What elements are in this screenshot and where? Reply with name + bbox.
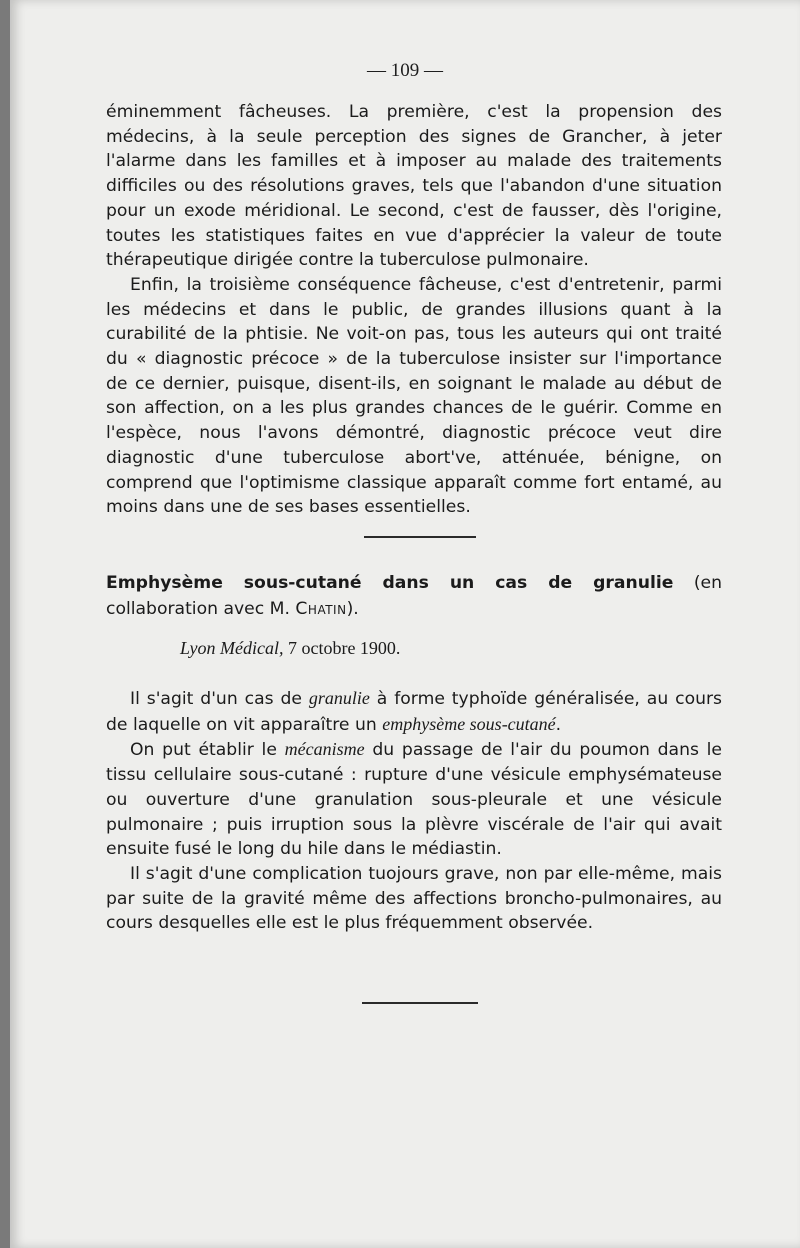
source-journal: Lyon Médical,	[180, 638, 284, 658]
paragraph: Enfin, la troisième conséquence fâcheuse, c'est d'entretenir, parmi les médecins et dans le public, de grandes illusions quant à la curabilité de la phtisie. Ne voit-on pas, tous les auteurs qui ont traité du « diagnostic précoce » de la tuberculose insister sur l'importance de ce dernier, puisque, disent-ils, en soignant le malade au début de son affection, on a les plus grandes chances de le guérir. Comme en l'espèce, nous l'avons démontré, diagnostic précoce veut dire diagnostic d'une tuberculose abort've, atténuée, bénigne, on comprend que l'optimisme classique apparaît comme fort entamé, au moins dans une de ses bases essentielles.	[106, 274, 722, 518]
article-title-end: ).	[346, 599, 359, 619]
book-page	[10, 0, 800, 1248]
emphasis: emphysème sous-cutané	[382, 713, 556, 734]
section-body-1	[106, 100, 722, 520]
paragraph	[106, 737, 722, 862]
emphasis: granulie	[308, 688, 370, 708]
text-run: Il s'agit d'un cas de	[130, 689, 309, 709]
coauthor-name: Chatin	[295, 599, 347, 619]
section-body-2	[106, 686, 722, 936]
paragraph: Il s'agit d'une complication tuojours grave, non par elle-même, mais par suite de la gravité même des affections broncho-pulmonaires, au cours desquelles elle est le plus fréquemment observée.	[106, 863, 722, 934]
section-divider	[362, 1002, 478, 1004]
page-number: — 109 —	[367, 60, 443, 81]
article-source	[180, 638, 400, 659]
paragraph: éminemment fâcheuses. La première, c'est la propension des médecins, à la seule perception des signes de Grancher, à jeter l'alarme dans les familles et à imposer au malade des traitements difficiles ou des résolutions graves, tels que l'abandon d'une situation pour un exode méridional. Le second, c'est de fausser, dès l'origine, toutes les statistiques faites en vue d'apprécier la valeur de toute thérapeutique dirigée contre la tuberculose pulmonaire.	[106, 102, 722, 271]
article-title-bold: Emphysème sous-cutané dans un cas de granulie	[106, 573, 674, 593]
text-run: On put établir le	[130, 740, 285, 761]
paragraph	[106, 686, 722, 737]
text-run: .	[555, 714, 562, 735]
source-date: 7 octobre 1900.	[283, 638, 401, 658]
text-run: du passage de l'air du poumon dans le tissu cellulaire sous-cutané : rupture d'une vésicule emphysémateuse ou ouverture d'une granulation sous-pleurale et une vésicule pulmonaire ; puis irruption sous la plèvre viscérale de l'air qui avait ensuite fusé le long du hile dans le médiastin.	[106, 740, 722, 860]
article-title-rest: (en collaboration avec M.	[106, 573, 723, 619]
section-divider	[364, 536, 476, 538]
text-run: à forme typhoïde généralisée, au cours de laquelle on vit apparaître un	[106, 689, 722, 735]
emphasis: mécanisme	[284, 739, 365, 760]
article-title	[106, 570, 722, 622]
